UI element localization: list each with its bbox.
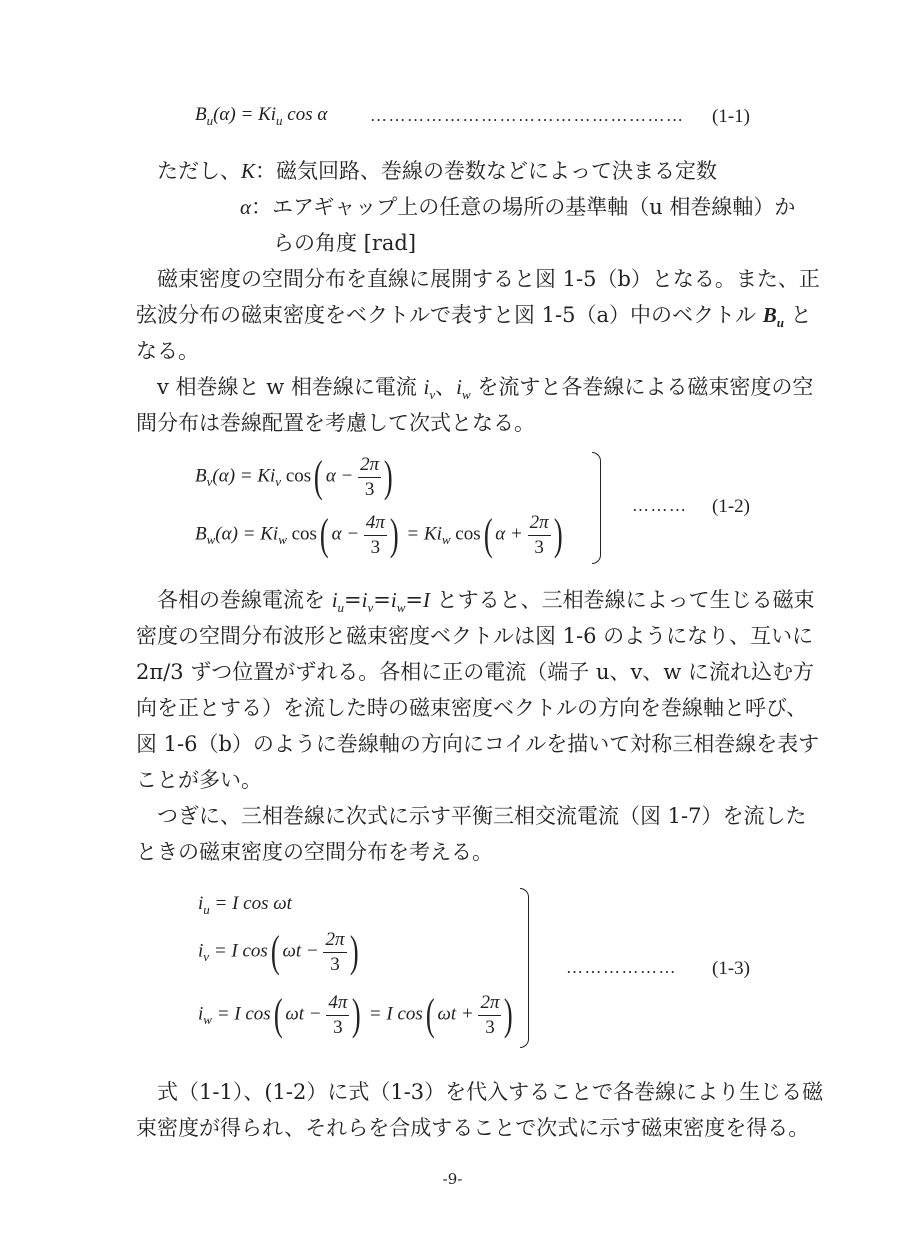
- para3-l1a: 各相の巻線電流を: [157, 588, 332, 612]
- equation-1-1: [195, 104, 327, 126]
- para2-sep: 、: [435, 375, 457, 399]
- eq2-r1-sub: v: [206, 474, 213, 490]
- equation-1-2-row1: $B_v(\alpha) = Ki_v$ cos( α − $\frac{2\pi}{3}$ ): [195, 452, 393, 501]
- eq2-number: (1-2): [712, 496, 750, 517]
- eq1-lhs: B: [195, 104, 207, 125]
- para3-iu-sub: u: [337, 600, 345, 615]
- equation-1-2-row2: $B_w(\alpha) = Ki_w$ cos( α − $\frac{4\pi}{3}$ ) = $Ki_w$ cos( α + $\frac{2\pi}{3}$ ): [195, 510, 563, 559]
- def-k-symbol: K: [241, 159, 256, 183]
- para4-line2: ときの磁束密度の空間分布を考える。: [136, 840, 493, 864]
- para3-l1b: とすると、三相巻線によって生じる磁束: [430, 588, 815, 612]
- eq2-r2-cos2: cos: [450, 523, 481, 545]
- eq2-r2-isub2: w: [441, 532, 451, 548]
- eq3-r3-frac2-num: 2π: [478, 991, 501, 1016]
- definition-alpha-cont: らの角度 [rad]: [273, 231, 417, 255]
- eq2-r2-frac1: [364, 511, 387, 560]
- eq3-r3-frac1-den: 3: [333, 1016, 343, 1038]
- para3-iu: i: [331, 588, 338, 612]
- para2-l1a: v 相巻線と w 相巻線に電流: [157, 375, 424, 399]
- eq2-r1-alpha: α −: [325, 465, 354, 487]
- para3-eq3: =: [405, 588, 423, 612]
- vector-b-symbol: B: [762, 303, 777, 327]
- eq2-r1-frac-num: 2π: [358, 453, 381, 478]
- def-prefix: ただし、: [157, 159, 241, 183]
- para1-l2b: と: [783, 303, 812, 327]
- eq2-r2-mid: (α) = Ki: [215, 523, 279, 545]
- eq1-rhs-tail: cos α: [282, 104, 328, 125]
- para3-line2: 密度の空間分布波形と磁束密度ベクトルは図 1-6 のようになり、互いに: [136, 624, 814, 648]
- eq2-dots: ………: [632, 496, 688, 515]
- eq2-r2-frac1-den: 3: [370, 536, 381, 558]
- para2-iv-sub: v: [429, 387, 436, 402]
- para3-line6: ことが多い。: [136, 768, 262, 792]
- para3-eq2: =: [373, 588, 391, 612]
- para2-iw: i: [456, 375, 463, 399]
- eq2-r1-frac: [358, 453, 381, 502]
- eq2-r1-mid: (α) = Ki: [212, 465, 276, 487]
- eq3-r1-sub: u: [203, 902, 210, 917]
- para3-iw: i: [390, 588, 397, 612]
- eq2-r2-alpha2: α +: [495, 523, 523, 545]
- eq2-r1-isub: v: [275, 474, 282, 490]
- eq1-number: (1-1): [712, 106, 750, 127]
- eq2-r2-frac2: [528, 511, 551, 560]
- eq3-r2-sub: v: [203, 949, 210, 965]
- eq3-r3-wt: ωt −: [285, 1003, 322, 1025]
- definition-alpha: [240, 189, 795, 225]
- para3-line1: [157, 582, 815, 621]
- eq1-rhs-sub: u: [276, 113, 283, 128]
- para2-line1: [157, 369, 813, 408]
- def-k-text: ：磁気回路、巻線の巻数などによって決まる定数: [255, 159, 718, 183]
- eq3-r3-frac2: [478, 991, 501, 1040]
- para1-line3: なる。: [136, 339, 199, 363]
- para4-line1: つぎに、三相巻線に次式に示す平衡三相交流電流（図 1-7）を流した: [157, 804, 807, 828]
- eq3-r1-i: i: [198, 893, 204, 914]
- para1-l2a: 弦波分布の磁束密度をベクトルで表すと図 1-5（a）中のベクトル: [136, 303, 763, 327]
- eq1-rhs: = Ki: [240, 104, 277, 125]
- eq3-r1-rhs: = I cos ωt: [209, 893, 292, 914]
- para3-line3: 2π/3 ずつ位置がずれる。各相に正の電流（端子 u、v、w に流れ込む方: [136, 660, 814, 684]
- eq2-r2-alpha: α −: [331, 523, 360, 545]
- para3-line5: 図 1-6（b）のように巻線軸の方向にコイルを描いて対称三相巻線を表す: [136, 732, 820, 756]
- eq3-dots: ………………: [566, 958, 677, 977]
- para2-line2: 間分布は巻線配置を考慮して次式となる。: [136, 411, 535, 435]
- vector-b-sub: u: [776, 315, 784, 330]
- eq3-r3-mid-eq: = I cos: [368, 1003, 423, 1025]
- eq3-r2-eq: = I cos: [209, 940, 268, 962]
- para1-line2: [136, 297, 812, 336]
- para5-line1: 式（1-1）、(1-2）に式（1-3）を代入することで各巻線により生じる磁: [157, 1080, 824, 1104]
- eq2-r2-frac2-den: 3: [534, 536, 544, 558]
- eq3-r3-i: i: [198, 1003, 204, 1025]
- equation-1-3-row3: $i_w = I$ cos( ωt − $\frac{4\pi}{3}$ ) = I cos( ωt + $\frac{2\pi}{3}$ ): [198, 990, 514, 1039]
- para3-iv-sub: v: [367, 600, 374, 615]
- eq1-lhs-sub: u: [206, 113, 214, 128]
- page-number: -9-: [442, 1170, 463, 1188]
- eq3-r3-sub: w: [203, 1012, 212, 1028]
- eq2-brace: [592, 452, 601, 564]
- equation-1-3-row2: $i_v = I$ cos( ωt − $\frac{2\pi}{3}$ ): [198, 927, 359, 976]
- para2-l1b: を流すと各巻線による磁束密度の空: [470, 375, 814, 399]
- para2-iw-sub: w: [462, 387, 471, 402]
- eq3-r3-wt2: ωt +: [437, 1003, 474, 1025]
- eq3-r2-frac-num: 2π: [323, 928, 346, 953]
- def-alpha-symbol: α: [240, 195, 252, 219]
- para3-I: I: [423, 588, 430, 612]
- eq2-r2-frac1-num: 4π: [364, 511, 387, 536]
- eq3-r3-frac1: [326, 991, 349, 1040]
- eq3-r2-i: i: [198, 940, 204, 962]
- eq2-r1-frac-den: 3: [364, 478, 375, 500]
- def-alpha-text: ：エアギャップ上の任意の場所の基準軸（u 相巻線軸）か: [251, 195, 796, 219]
- eq3-number: (1-3): [712, 958, 750, 979]
- para1-line1: 磁束密度の空間分布を直線に展開すると図 1-5（b）となる。また、正: [157, 267, 820, 291]
- eq2-r2-cos: cos: [286, 523, 317, 545]
- eq1-dots: ……………………………………………: [370, 106, 685, 125]
- eq2-r2-lhs: B: [195, 523, 207, 545]
- eq2-r2-frac2-num: 2π: [528, 511, 551, 536]
- definition-k: [157, 153, 717, 189]
- para3-eq1: =: [344, 588, 362, 612]
- eq2-r2-sub: w: [206, 532, 216, 548]
- eq3-r3-frac1-num: 4π: [326, 991, 349, 1016]
- eq3-r2-frac: [323, 928, 346, 977]
- eq3-r3-frac2-den: 3: [485, 1016, 495, 1038]
- eq2-r1-lhs: B: [195, 465, 207, 487]
- para3-iv: i: [361, 588, 368, 612]
- eq2-r2-isub: w: [278, 532, 287, 548]
- para5-line2: 束密度が得られ、それらを合成することで次式に示す磁束密度を得る。: [136, 1116, 810, 1140]
- eq3-r2-wt: ωt −: [282, 940, 319, 962]
- para2-iv: i: [423, 375, 430, 399]
- eq2-r2-eq: = Ki: [406, 523, 442, 545]
- equation-1-3-row1: [198, 893, 292, 915]
- para3-iw-sub: w: [396, 600, 406, 615]
- eq3-r2-frac-den: 3: [330, 953, 340, 975]
- eq3-brace: [520, 888, 529, 1048]
- eq1-arg: (α): [213, 104, 236, 125]
- eq3-r3-eq: = I cos: [211, 1003, 271, 1025]
- eq2-r1-cos: cos: [281, 465, 312, 487]
- para3-line4: 向を正とする）を流した時の磁束密度ベクトルの方向を巻線軸と呼び、: [136, 696, 808, 720]
